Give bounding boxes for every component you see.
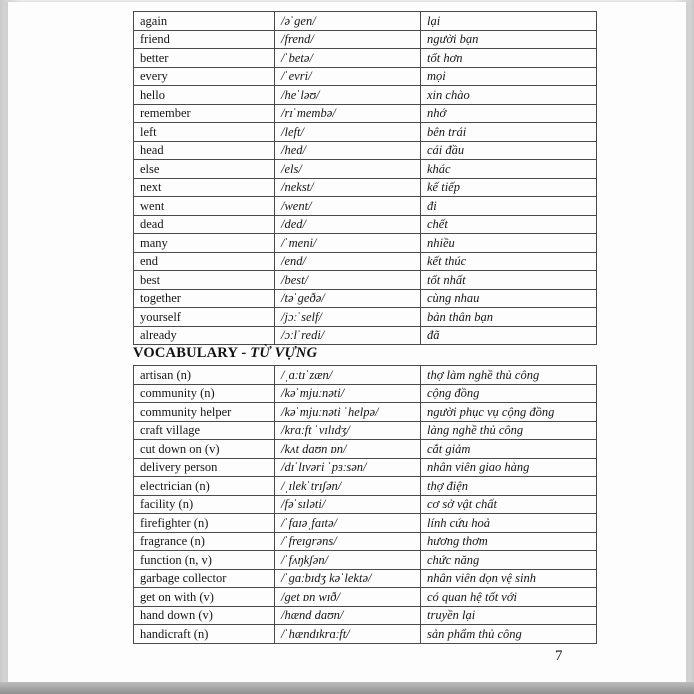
- cell-pronunciation: /hed/: [275, 141, 421, 160]
- cell-word: friend: [134, 30, 275, 49]
- cell-meaning: đi: [421, 197, 597, 216]
- vocabulary-heading-label: VOCABULARY -: [133, 345, 251, 361]
- cell-word: community helper: [134, 403, 275, 422]
- cell-pronunciation: /best/: [275, 271, 421, 290]
- cell-pronunciation: /ˈbetə/: [275, 49, 421, 68]
- cell-word: hello: [134, 86, 275, 105]
- cell-word: every: [134, 67, 275, 86]
- cell-meaning: nhân viên dọn vệ sinh: [421, 569, 597, 588]
- cell-meaning: kế tiếp: [421, 178, 597, 197]
- table-row: [134, 625, 597, 644]
- table-row: [134, 86, 597, 105]
- cell-meaning: người phục vụ cộng đồng: [421, 403, 597, 422]
- table-row: [134, 326, 597, 345]
- cell-pronunciation: /ˈevri/: [275, 67, 421, 86]
- cell-meaning: thợ làm nghề thủ công: [421, 366, 597, 385]
- cell-pronunciation: /nekst/: [275, 178, 421, 197]
- cell-meaning: hương thơm: [421, 532, 597, 551]
- cell-pronunciation: /jɔːˈself/: [275, 308, 421, 327]
- table-row: [134, 30, 597, 49]
- cell-word: handicraft (n): [134, 625, 275, 644]
- cell-word: together: [134, 289, 275, 308]
- page-number: 7: [555, 648, 563, 664]
- cell-pronunciation: /fəˈsɪləti/: [275, 495, 421, 514]
- cell-pronunciation: /təˈgeðə/: [275, 289, 421, 308]
- cell-pronunciation: /ˈmeni/: [275, 234, 421, 253]
- table-row: [134, 308, 597, 327]
- cell-word: craft village: [134, 421, 275, 440]
- table-row: [134, 403, 597, 422]
- cell-word: end: [134, 252, 275, 271]
- cell-word: remember: [134, 104, 275, 123]
- cell-meaning: tốt hơn: [421, 49, 597, 68]
- word-list-table: [133, 11, 597, 345]
- cell-meaning: mọi: [421, 67, 597, 86]
- cell-pronunciation: /ˌɑːtɪˈzæn/: [275, 366, 421, 385]
- table-row: [134, 384, 597, 403]
- cell-word: yourself: [134, 308, 275, 327]
- cell-meaning: cắt giảm: [421, 440, 597, 459]
- cell-word: get on with (v): [134, 588, 275, 607]
- cell-word: dead: [134, 215, 275, 234]
- table-row: [134, 234, 597, 253]
- table-row: [134, 104, 597, 123]
- cell-meaning: truyền lại: [421, 606, 597, 625]
- cell-word: left: [134, 123, 275, 142]
- cell-pronunciation: /end/: [275, 252, 421, 271]
- cell-pronunciation: /ˌɪlekˈtrɪʃən/: [275, 477, 421, 496]
- cell-meaning: sản phẩm thủ công: [421, 625, 597, 644]
- cell-pronunciation: /ˈfaɪəˌfaɪtə/: [275, 514, 421, 533]
- cell-meaning: nhớ: [421, 104, 597, 123]
- table-row: [134, 606, 597, 625]
- cell-meaning: chức năng: [421, 551, 597, 570]
- cell-pronunciation: /krɑːft ˈvɪlɪdʒ/: [275, 421, 421, 440]
- table-row: [134, 141, 597, 160]
- cell-word: fragrance (n): [134, 532, 275, 551]
- cell-meaning: thợ điện: [421, 477, 597, 496]
- table-row: [134, 178, 597, 197]
- cell-pronunciation: /kəˈmjuːnəti ˈhelpə/: [275, 403, 421, 422]
- cell-meaning: cộng đồng: [421, 384, 597, 403]
- table-row: [134, 67, 597, 86]
- cell-pronunciation: /ɔːlˈredi/: [275, 326, 421, 345]
- table-row: [134, 49, 597, 68]
- cell-meaning: kết thúc: [421, 252, 597, 271]
- cell-pronunciation: /frend/: [275, 30, 421, 49]
- cell-pronunciation: /els/: [275, 160, 421, 179]
- cell-word: cut down on (v): [134, 440, 275, 459]
- cell-pronunciation: /went/: [275, 197, 421, 216]
- cell-pronunciation: /ˈhændɪkrɑːft/: [275, 625, 421, 644]
- cell-pronunciation: /heˈləʊ/: [275, 86, 421, 105]
- cell-pronunciation: /rɪˈmembə/: [275, 104, 421, 123]
- table-row: [134, 421, 597, 440]
- cell-pronunciation: /dɪˈlɪvəri ˈpɜːsən/: [275, 458, 421, 477]
- table-row: [134, 252, 597, 271]
- cell-word: garbage collector: [134, 569, 275, 588]
- cell-meaning: lại: [421, 12, 597, 31]
- cell-meaning: làng nghề thủ công: [421, 421, 597, 440]
- table-row: [134, 551, 597, 570]
- cell-word: best: [134, 271, 275, 290]
- vocabulary-table: [133, 365, 597, 644]
- table-row: [134, 289, 597, 308]
- vocabulary-heading: [133, 345, 317, 362]
- cell-meaning: khác: [421, 160, 597, 179]
- cell-pronunciation: /kʌt daʊn ɒn/: [275, 440, 421, 459]
- table-row: [134, 569, 597, 588]
- table-row: [134, 123, 597, 142]
- cell-word: head: [134, 141, 275, 160]
- table-row: [134, 588, 597, 607]
- cell-pronunciation: /get ɒn wɪð/: [275, 588, 421, 607]
- cell-word: firefighter (n): [134, 514, 275, 533]
- cell-meaning: nhân viên giao hàng: [421, 458, 597, 477]
- photo-bottom-edge: [0, 682, 694, 694]
- table-row: [134, 532, 597, 551]
- cell-meaning: bên trái: [421, 123, 597, 142]
- page: [8, 2, 686, 682]
- cell-word: hand down (v): [134, 606, 275, 625]
- cell-meaning: tốt nhất: [421, 271, 597, 290]
- cell-word: community (n): [134, 384, 275, 403]
- table-row: [134, 514, 597, 533]
- cell-word: again: [134, 12, 275, 31]
- cell-pronunciation: /kəˈmjuːnəti/: [275, 384, 421, 403]
- cell-pronunciation: /ˈgɑːbɪdʒ kəˈlektə/: [275, 569, 421, 588]
- cell-pronunciation: /left/: [275, 123, 421, 142]
- table-row: [134, 458, 597, 477]
- cell-meaning: lính cứu hoả: [421, 514, 597, 533]
- table-row: [134, 271, 597, 290]
- cell-meaning: xin chào: [421, 86, 597, 105]
- cell-word: function (n, v): [134, 551, 275, 570]
- table-row: [134, 160, 597, 179]
- cell-meaning: bản thân bạn: [421, 308, 597, 327]
- cell-meaning: cơ sở vật chất: [421, 495, 597, 514]
- cell-word: already: [134, 326, 275, 345]
- cell-word: next: [134, 178, 275, 197]
- table-row: [134, 197, 597, 216]
- cell-word: went: [134, 197, 275, 216]
- cell-meaning: người bạn: [421, 30, 597, 49]
- table-row: [134, 495, 597, 514]
- table-row: [134, 215, 597, 234]
- cell-meaning: chết: [421, 215, 597, 234]
- cell-meaning: cái đầu: [421, 141, 597, 160]
- cell-meaning: đã: [421, 326, 597, 345]
- cell-meaning: có quan hệ tốt với: [421, 588, 597, 607]
- cell-pronunciation: /ˈfreɪgrəns/: [275, 532, 421, 551]
- cell-word: facility (n): [134, 495, 275, 514]
- cell-meaning: nhiều: [421, 234, 597, 253]
- cell-pronunciation: /hænd daʊn/: [275, 606, 421, 625]
- cell-word: delivery person: [134, 458, 275, 477]
- table-row: [134, 366, 597, 385]
- table-row: [134, 477, 597, 496]
- table-row: [134, 440, 597, 459]
- cell-word: electrician (n): [134, 477, 275, 496]
- cell-word: else: [134, 160, 275, 179]
- cell-word: better: [134, 49, 275, 68]
- cell-pronunciation: /əˈgen/: [275, 12, 421, 31]
- cell-pronunciation: /ded/: [275, 215, 421, 234]
- cell-word: many: [134, 234, 275, 253]
- cell-word: artisan (n): [134, 366, 275, 385]
- cell-pronunciation: /ˈfʌŋkʃən/: [275, 551, 421, 570]
- table-row: [134, 12, 597, 31]
- cell-meaning: cùng nhau: [421, 289, 597, 308]
- vocabulary-heading-vietnamese: TỪ VỰNG: [250, 345, 318, 361]
